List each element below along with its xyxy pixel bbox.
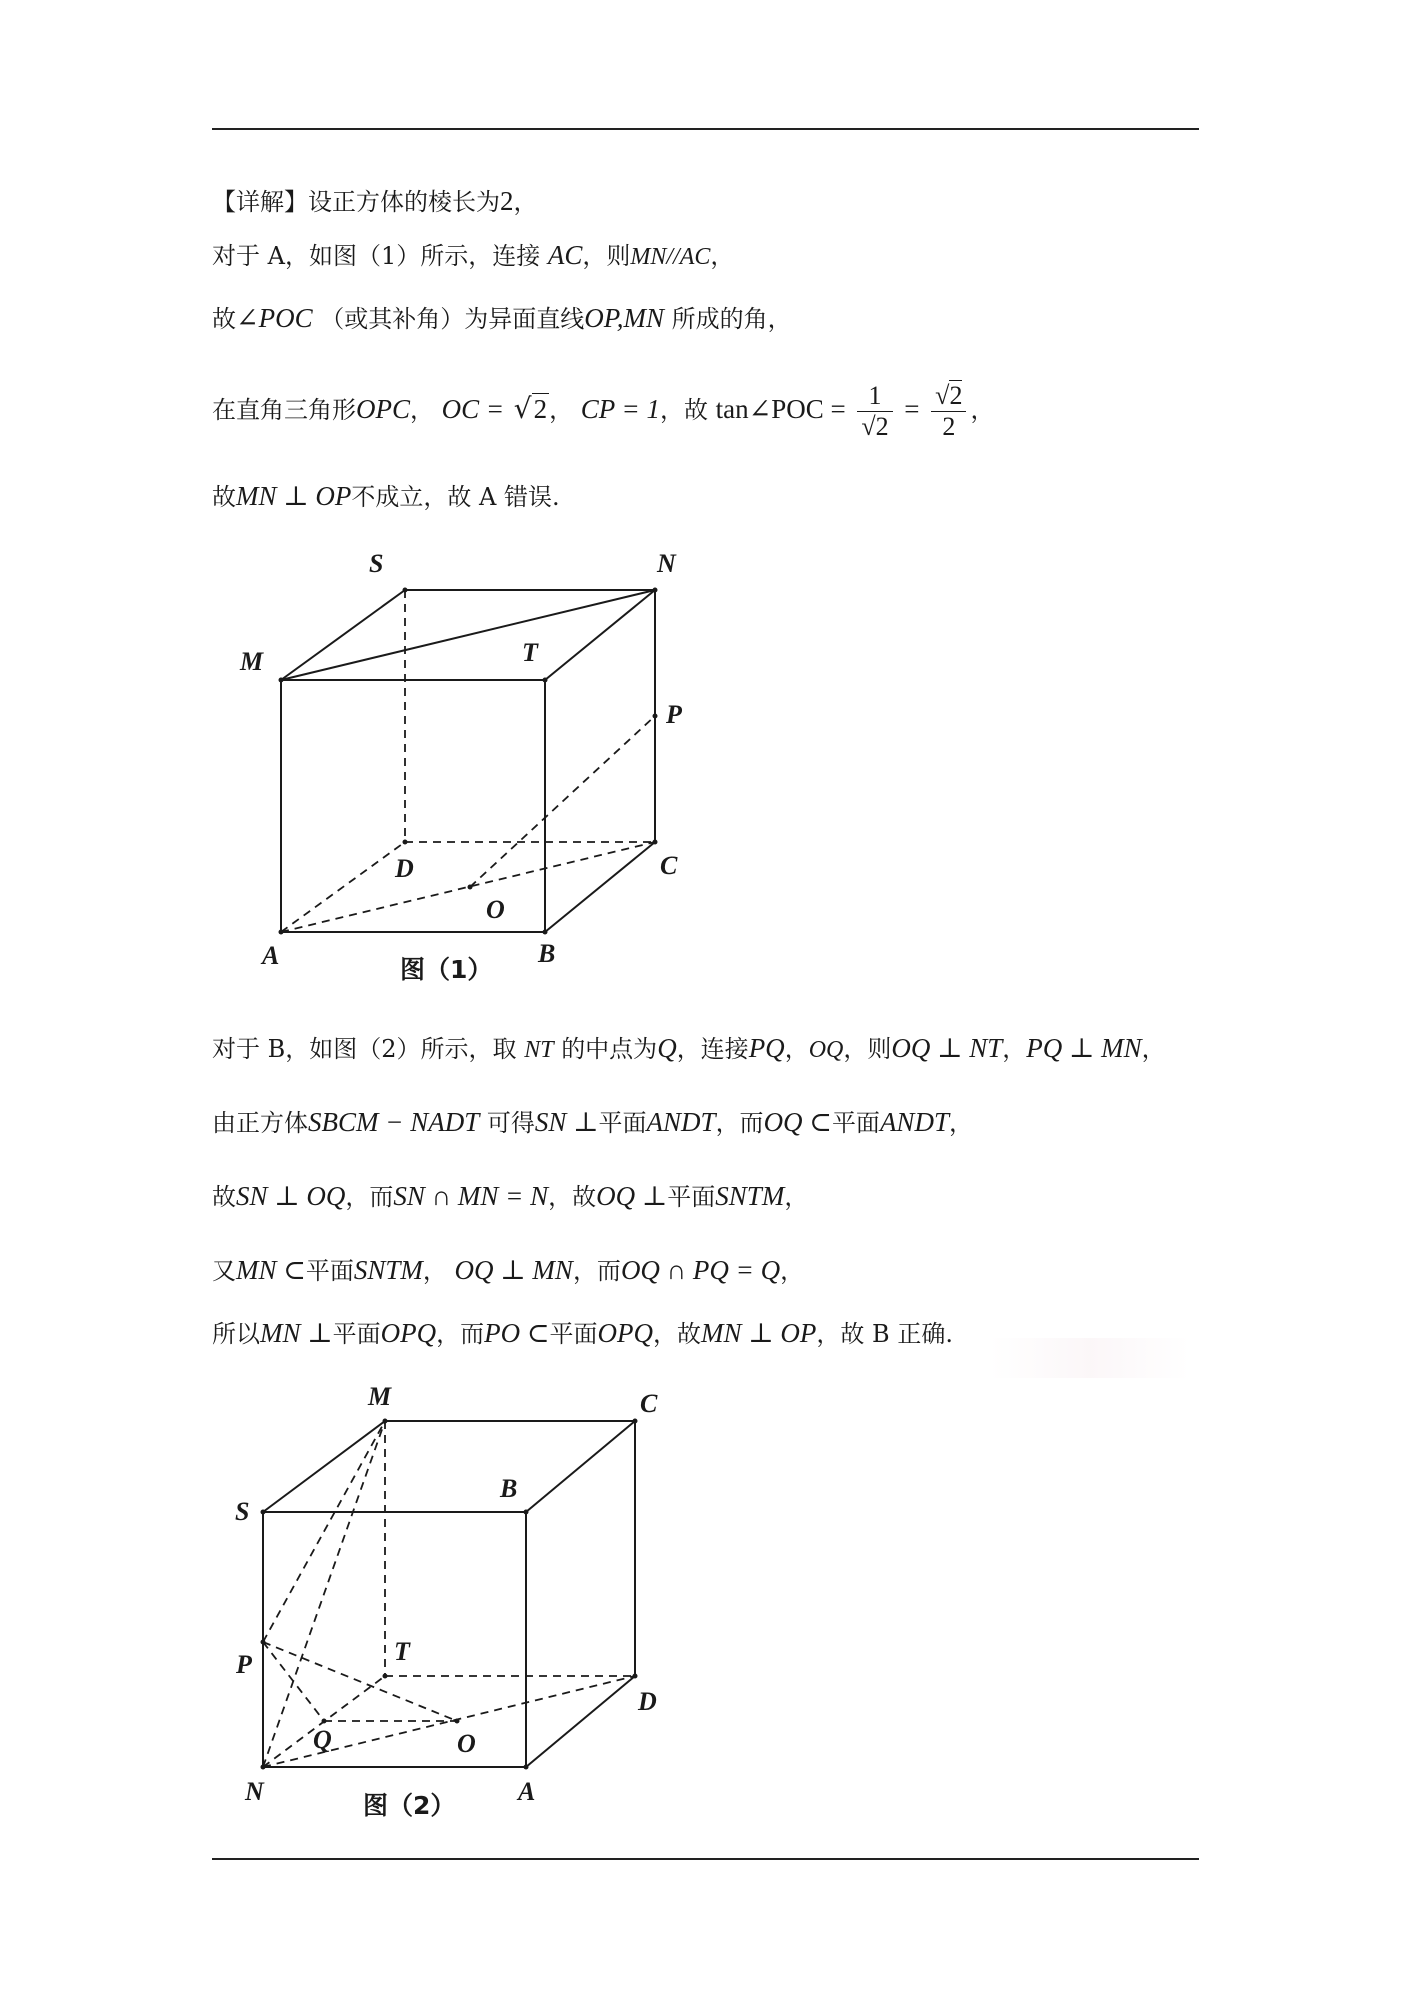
math: OQ ⊥ MN — [454, 1255, 573, 1285]
label-N: N — [657, 549, 676, 578]
text: ，则 — [843, 1035, 892, 1063]
label-T: T — [394, 1637, 410, 1666]
label-D: D — [638, 1687, 657, 1716]
text: 所以 — [212, 1320, 260, 1348]
label-Q: Q — [313, 1725, 332, 1754]
text: （或其补角）为异面直线 — [320, 305, 585, 333]
label-S: S — [235, 1497, 250, 1526]
math: SNTM — [715, 1181, 785, 1211]
math: tan∠POC = — [715, 394, 846, 424]
text: 平面 — [831, 1109, 880, 1137]
text: 平面 — [549, 1320, 598, 1348]
math: = — [904, 394, 920, 424]
text: 故 — [212, 483, 236, 511]
text: ， — [422, 1257, 447, 1285]
text: 对于 A，如图（1）所示，连接 — [212, 242, 541, 270]
text: ，连接 — [676, 1035, 749, 1063]
text: 【详解】设正方体的棱长为 — [212, 188, 500, 216]
math: ∠POC — [236, 303, 313, 333]
fraction-1: $\frac{1}{√2}$ — [857, 381, 892, 442]
math: CP = 1 — [580, 394, 660, 424]
text: ，而 — [715, 1109, 764, 1137]
text: ， — [549, 396, 574, 424]
text: ， — [784, 1035, 809, 1063]
math: NT — [524, 1037, 554, 1063]
label-P: P — [236, 1650, 252, 1679]
text: ，而 — [345, 1183, 394, 1211]
label-N: N — [245, 1777, 264, 1806]
text: ， — [710, 242, 735, 270]
math: OQ ⊥ NT — [891, 1033, 1003, 1063]
math: OPQ — [597, 1318, 654, 1348]
text: ， — [1141, 1035, 1166, 1063]
text: ， — [784, 1183, 809, 1211]
math: MN ⊥ — [260, 1318, 333, 1348]
math: SN ⊥ OQ — [236, 1181, 346, 1211]
math: SN ⊥ — [534, 1107, 599, 1137]
text: ，故 — [548, 1183, 597, 1211]
label-S: S — [369, 549, 384, 578]
math: PQ — [748, 1033, 785, 1063]
math: SBCM − NADT — [308, 1107, 480, 1137]
math: OQ ⊂ — [763, 1107, 832, 1137]
sqrt: √2 — [513, 392, 548, 425]
text: ， — [780, 1257, 805, 1285]
label-T: T — [522, 638, 538, 667]
text: ， — [410, 396, 434, 424]
text: 故 — [212, 1183, 236, 1211]
text: ，故 — [659, 396, 708, 424]
math: OPQ — [380, 1318, 437, 1348]
math: MN ⊥ OP — [236, 481, 352, 511]
label-C: C — [660, 851, 678, 880]
text: ， — [1002, 1035, 1027, 1063]
text: 平面 — [598, 1109, 647, 1137]
label-O: O — [486, 895, 505, 924]
figure-1-caption: 图（1） — [400, 955, 493, 984]
math: SNTM — [353, 1255, 423, 1285]
text: ，而 — [436, 1320, 485, 1348]
math: SN ∩ MN = N — [393, 1181, 549, 1211]
bottom-rule — [212, 1858, 1199, 1860]
text: 对于 B，如图（2）所示，取 — [212, 1035, 517, 1063]
label-C: C — [640, 1389, 658, 1418]
label-A: A — [262, 941, 280, 970]
label-B: B — [538, 939, 556, 968]
math: OPC — [356, 394, 410, 424]
text: 的中点为 — [561, 1035, 658, 1063]
label-B: B — [500, 1474, 518, 1503]
text: 平面 — [305, 1257, 354, 1285]
text: ， — [513, 188, 538, 216]
math: MN//AC — [630, 244, 711, 270]
math: PQ ⊥ MN — [1026, 1033, 1142, 1063]
label-A: A — [518, 1777, 536, 1806]
text: 平面 — [667, 1183, 716, 1211]
text: 又 — [212, 1257, 236, 1285]
label-P: P — [666, 700, 682, 729]
text: 在直角三角形 — [212, 396, 356, 424]
text: 可得 — [486, 1109, 535, 1137]
math: PO ⊂ — [484, 1318, 550, 1348]
math: Q — [657, 1033, 677, 1063]
math: OC = — [441, 394, 505, 424]
label-O: O — [457, 1729, 476, 1758]
text: 不成立，故 A 错误. — [351, 483, 560, 511]
math: ANDT — [879, 1107, 949, 1137]
math: OQ ⊥ — [596, 1181, 668, 1211]
math: ANDT — [646, 1107, 716, 1137]
math: MN ⊥ OP — [701, 1318, 817, 1348]
text: 平面 — [332, 1320, 381, 1348]
math: OQ — [808, 1037, 844, 1063]
math: OP,MN — [584, 303, 665, 333]
figure-2-caption: 图（2） — [363, 1791, 456, 1820]
math: MN ⊂ — [236, 1255, 306, 1285]
math: 2 — [500, 186, 514, 216]
text: ，则 — [582, 242, 631, 270]
text: ， — [970, 396, 995, 424]
text: 所成的角， — [671, 305, 792, 333]
math: AC — [547, 240, 583, 270]
label-D: D — [395, 854, 414, 883]
math: OQ ∩ PQ = Q — [620, 1255, 781, 1285]
figure-2-hidden-edges — [263, 1421, 635, 1767]
text: 由正方体 — [212, 1109, 308, 1137]
text: 故 — [212, 305, 236, 333]
fraction-2: $\frac{√2}{2}$ — [931, 381, 966, 442]
text: ，故 B 正确. — [816, 1320, 953, 1348]
label-M: M — [368, 1382, 392, 1411]
text: ，故 — [653, 1320, 702, 1348]
label-M: M — [240, 647, 264, 676]
text: ， — [948, 1109, 973, 1137]
text: ，而 — [572, 1257, 621, 1285]
